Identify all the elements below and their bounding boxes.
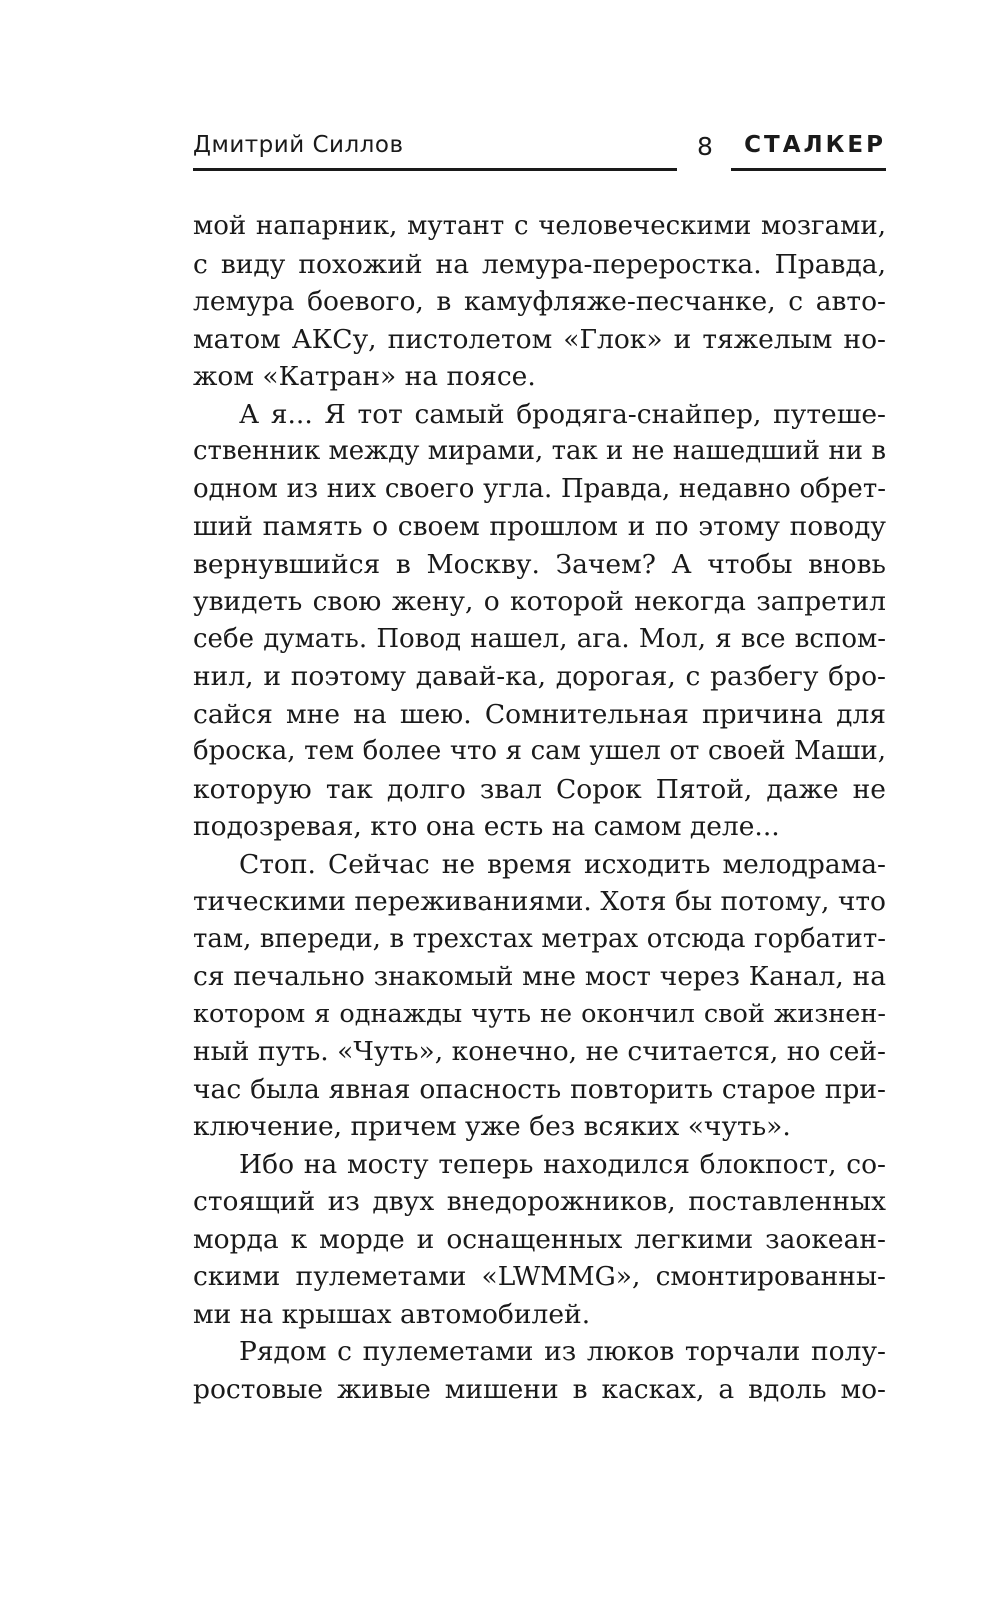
text-line: мой напарник, мутант с человеческими мозгами, xyxy=(193,211,886,241)
text-line: Стоп. Сейчас не время исходить мелодрама- xyxy=(239,848,886,880)
text-line: Рядом с пулеметами из люков торчали полу- xyxy=(239,1336,886,1367)
text-line: час была явная опасность повторить старое при- xyxy=(193,1073,886,1105)
author-name: Дмитрий Силлов xyxy=(193,132,404,158)
text-line: которую так долго звал Сорок Пятой, даже не xyxy=(193,773,886,805)
text-line: матом АКСу, пистолетом «Глок» и тяжелым но- xyxy=(193,323,886,355)
text-line: увидеть свою жену, о которой некогда запретил xyxy=(193,586,886,617)
series-title: СТАЛКЕР xyxy=(744,132,886,158)
text-line: ственник между мирами, так и не нашедший ни в xyxy=(193,436,886,466)
text-line: ный путь. «Чуть», конечно, не считается, но сей- xyxy=(193,1036,886,1067)
text-line: морда к морде и оснащенных легкими заокеан- xyxy=(193,1223,886,1255)
text-line: броска, тем более что я сам ушел от своей Маши, xyxy=(193,736,886,766)
text-line: стоящий из двух внедорожников, поставленных xyxy=(193,1186,886,1217)
text-line: ключение, причем уже без всяких «чуть». xyxy=(193,1111,791,1142)
text-line: ростовые живые мишени в касках, а вдоль мо- xyxy=(193,1373,886,1405)
page-number: 8 xyxy=(697,132,713,161)
text-line: там, впереди, в трехстах метрах отсюда горбатит- xyxy=(193,923,886,954)
body-text xyxy=(193,208,886,1408)
text-line: Ибо на мосту теперь находился блокпост, со- xyxy=(239,1148,886,1180)
text-line: жом «Катран» на поясе. xyxy=(193,361,536,392)
text-line: подозревая, кто она есть на самом деле... xyxy=(193,811,780,842)
header-rule-right xyxy=(731,168,886,171)
text-line: ший память о своем прошлом и по этому поводу xyxy=(193,511,886,542)
text-line: вернувшийся в Москву. Зачем? А чтобы вновь xyxy=(193,548,886,580)
text-line: сайся мне на шею. Сомнительная причина для xyxy=(193,698,886,730)
text-line: одном из них своего угла. Правда, недавно обрет- xyxy=(193,473,886,504)
text-line: котором я однажды чуть не окончил свой жизнен- xyxy=(193,998,886,1029)
header-rule-left xyxy=(193,168,677,171)
text-line: нил, и поэтому давай-ка, дорогая, с разбегу бро- xyxy=(193,661,886,692)
running-header xyxy=(193,130,886,170)
text-line: ся печально знакомый мне мост через Канал, на xyxy=(193,961,886,992)
text-line: с виду похожий на лемура-переростка. Правда, xyxy=(193,248,886,280)
text-line: лемура боевого, в камуфляже-песчанке, с авто- xyxy=(193,286,886,317)
text-line: тическими переживаниями. Хотя бы потому, что xyxy=(193,886,886,917)
text-line: А я... Я тот самый бродяга-снайпер, путеше- xyxy=(239,398,886,430)
text-line: скими пулеметами «LWMMG», смонтированны- xyxy=(193,1261,886,1292)
text-line: ми на крышах автомобилей. xyxy=(193,1298,591,1330)
text-line: себе думать. Повод нашел, ага. Мол, я все вспом- xyxy=(193,623,886,654)
